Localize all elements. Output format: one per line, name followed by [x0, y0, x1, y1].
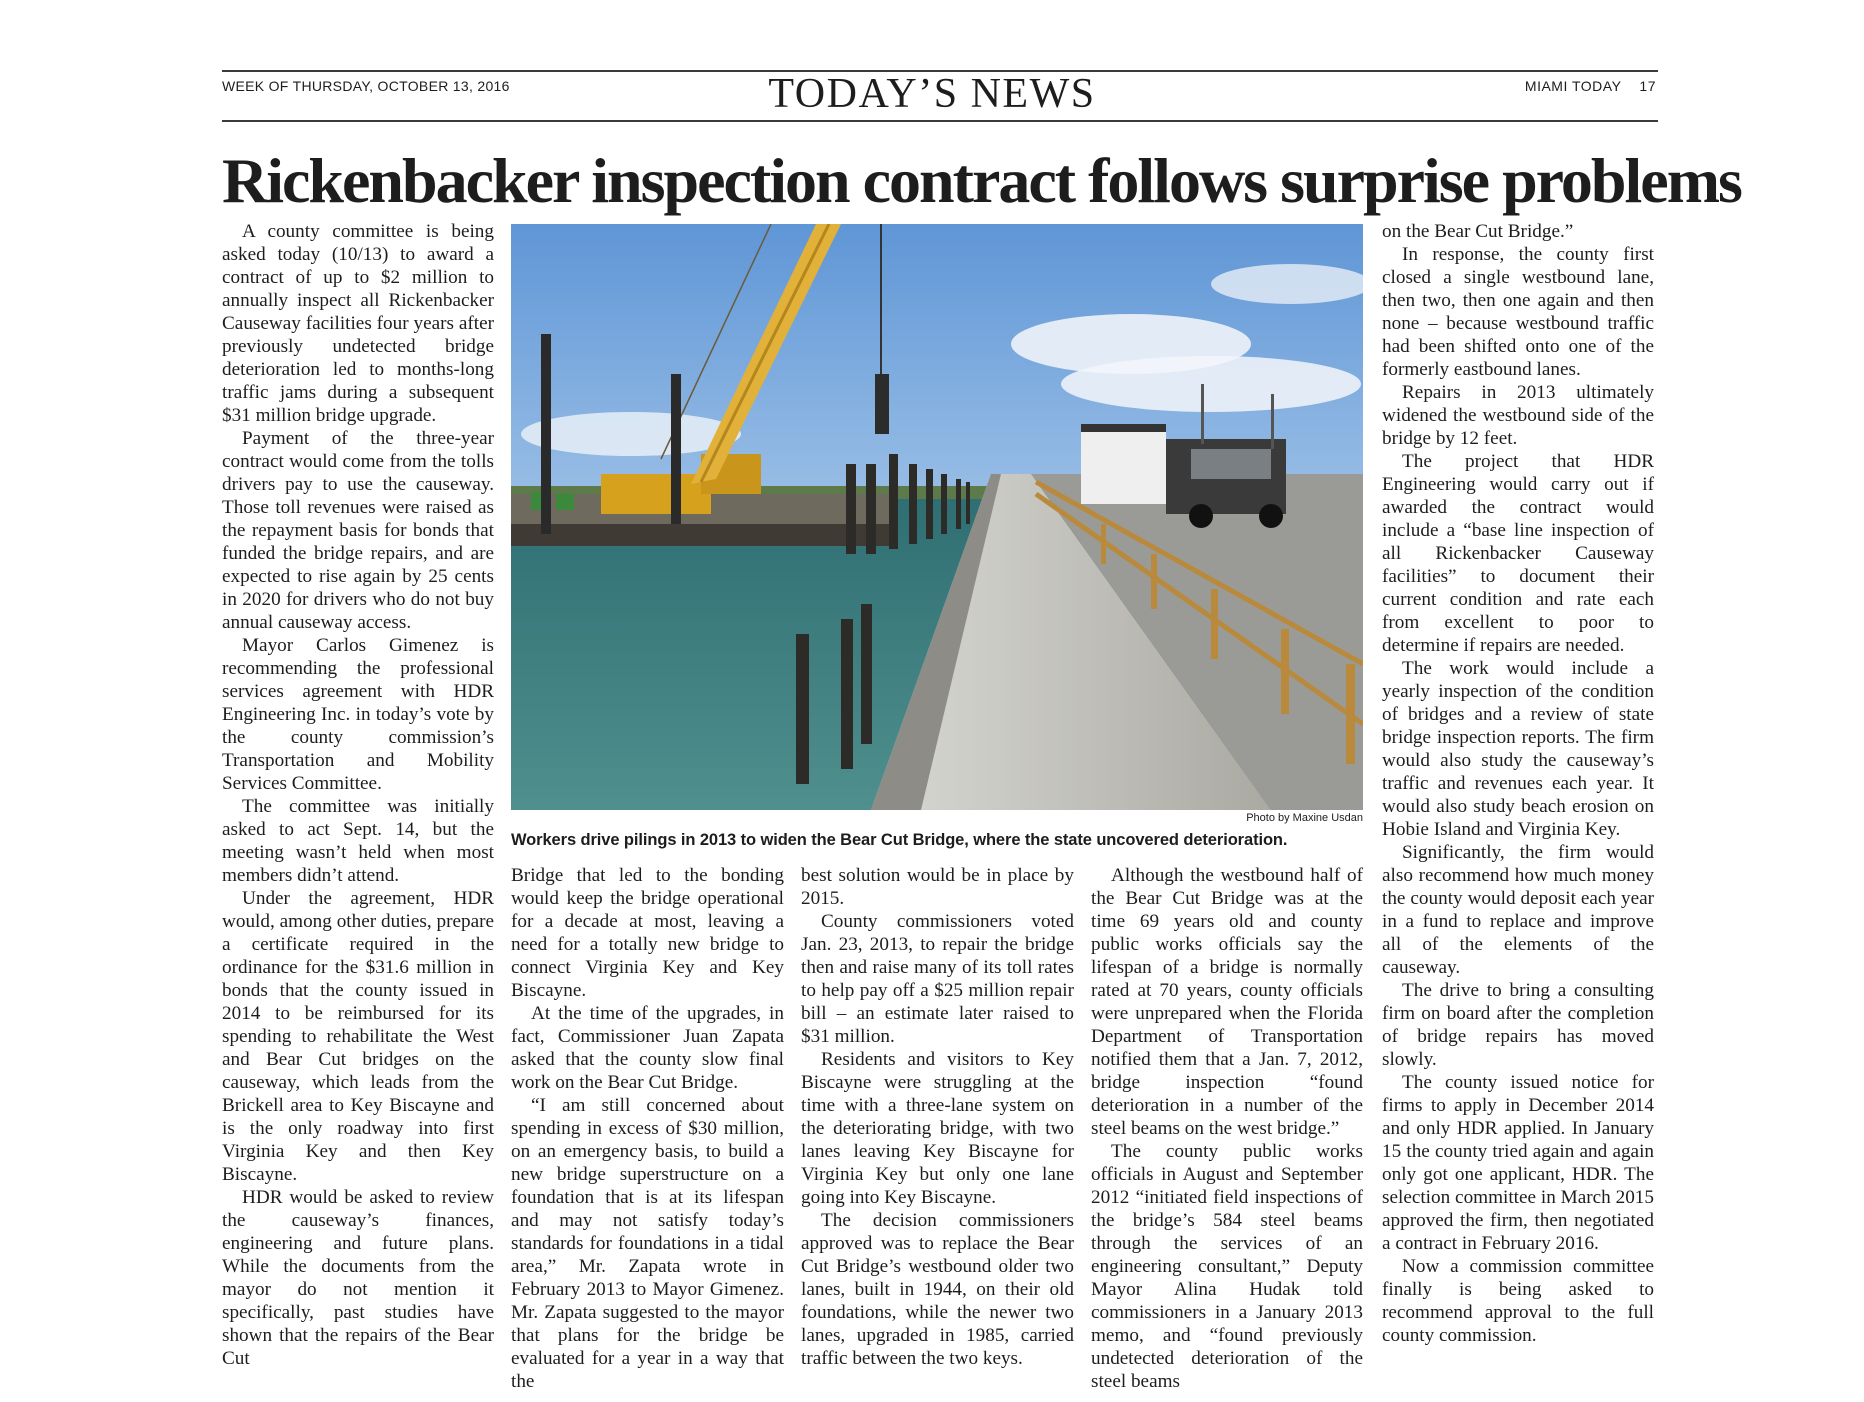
paragraph: A county committee is being asked today (10/13) to award a contract of up to $2 million to annually inspect all Rickenbacker Causeway facilities four years after previously undetected bridge deterioration led to months-long traffic jams during a subsequent $31 million bridge upgrade.: [222, 221, 494, 426]
article-column-4: [1091, 864, 1363, 1393]
paragraph: Residents and visitors to Key Biscayne were struggling at the time with a three-lane system on the deteriorating bridge, with two lanes leaving Key Biscayne for Virginia Key but only one lane going into Key Biscayne.: [801, 1049, 1074, 1208]
paragraph: The decision commissioners approved was to replace the Bear Cut Bridge’s westbound older two lanes, built in 1944, on their old foundations, while the newer two lanes, upgraded in 1985, carried traffic between the two keys.: [801, 1210, 1074, 1369]
paragraph: Repairs in 2013 ultimately widened the westbound side of the bridge by 12 feet.: [1382, 382, 1654, 449]
paragraph: “I am still concerned about spending in excess of $30 million, on an emergency basis, to build a new bridge superstructure on a foundation that is at its lifespan and may not satisfy today’s standards for foundations in a tidal area,” Mr. Zapata wrote in February 2013 to Mayor Gimenez. Mr. Zapata suggested to the mayor that plans for the bridge be evaluated for a year in a way that the: [511, 1095, 784, 1392]
paragraph: The drive to bring a consulting firm on board after the completion of bridge repairs has moved slowly.: [1382, 980, 1654, 1070]
paragraph: HDR would be asked to review the causeway’s finances, engineering and future plans. While the documents from the mayor do not mention it specifically, past studies have shown that the repairs of the Bear Cut: [222, 1187, 494, 1369]
paragraph: The committee was initially asked to act Sept. 14, but the meeting wasn’t held when most members didn’t attend.: [222, 796, 494, 886]
article-column-1: [222, 220, 494, 1370]
photo-caption: Workers drive pilings in 2013 to widen the Bear Cut Bridge, where the state uncovered deterioration.: [511, 831, 1288, 849]
article-headline: Rickenbacker inspection contract follows surprise problems: [222, 145, 1741, 216]
paragraph: In response, the county first closed a single westbound lane, then two, then one again and then none – because westbound traffic had been shifted onto one of the formerly eastbound lanes.: [1382, 244, 1654, 380]
header-bottom-rule: [222, 120, 1658, 122]
paragraph: on the Bear Cut Bridge.”: [1382, 221, 1574, 242]
article-column-3: [801, 864, 1074, 1370]
page-number: 17: [1639, 78, 1656, 94]
issue-date: WEEK OF THURSDAY, OCTOBER 13, 2016: [222, 78, 510, 94]
photo-credit: Photo by Maxine Usdan: [1246, 812, 1363, 824]
paragraph: Significantly, the firm would also recommend how much money the county would deposit each year in a fund to replace and improve all of the elements of the causeway.: [1382, 842, 1654, 978]
paragraph: The work would include a yearly inspection of the condition of bridges and a review of state bridge inspection reports. The firm would also study the causeway’s traffic and revenues each year. It would also study beach erosion on Hobie Island and Virginia Key.: [1382, 658, 1654, 840]
paragraph: The project that HDR Engineering would carry out if awarded the contract would include a “base line inspection of all Rickenbacker Causeway facilities” to document their current condition and rate each from excellent to poor to determine if repairs are needed.: [1382, 451, 1654, 656]
paragraph: Now a commission committee finally is being asked to recommend approval to the full county commission.: [1382, 1256, 1654, 1346]
publication-info: [1507, 78, 1656, 94]
paragraph: The county issued notice for firms to apply in December 2014 and only HDR applied. In January 15 the county tried again and again only got one applicant, HDR. The selection committee in March 2015 approved the firm, then negotiated a contract in February 2016.: [1382, 1072, 1654, 1254]
paragraph: Bridge that led to the bonding would keep the bridge operational for a decade at most, leaving a need for a totally new bridge to connect Virginia Key and Key Biscayne.: [511, 865, 784, 1001]
bridge-construction-photo: [511, 224, 1363, 810]
section-title: TODAY’S NEWS: [768, 71, 1096, 117]
publication-name: MIAMI TODAY: [1524, 78, 1622, 94]
paragraph: County commissioners voted Jan. 23, 2013, to repair the bridge then and raise many of its toll rates to help pay off a $25 million repair bill – an estimate later raised to $31 million.: [801, 911, 1074, 1047]
article-column-5: [1382, 220, 1654, 1347]
article-column-2: [511, 864, 784, 1393]
paragraph: Payment of the three-year contract would come from the tolls drivers pay to use the causeway. Those toll revenues were raised as the repayment basis for bonds that funded the bridge repairs, and are expected to rise again by 25 cents in 2020 for drivers who do not buy annual causeway access.: [222, 428, 494, 633]
paragraph: The county public works officials in August and September 2012 “initiated field inspections of the bridge’s 584 steel beams through the services of an engineering consultant,” Deputy Mayor Alina Hudak told commissioners in a January 2013 memo, and “found previously undetected deterioration of the steel beams: [1091, 1141, 1363, 1392]
paragraph: Under the agreement, HDR would, among other duties, prepare a certificate required in the ordinance for the $31.6 million in bonds that the county issued in 2014 to be reimbursed for its spending to rehabilitate the West and Bear Cut bridges on the causeway, which leads from the Brickell area to Key Biscayne and is the only roadway into first Virginia Key and then Key Biscayne.: [222, 888, 494, 1185]
paragraph: Mayor Carlos Gimenez is recommending the professional services agreement with HDR Engineering Inc. in today’s vote by the county commission’s Transportation and Mobility Services Committee.: [222, 635, 494, 794]
paragraph: best solution would be in place by 2015.: [801, 865, 1074, 909]
paragraph: Although the westbound half of the Bear Cut Bridge was at the time 69 years old and county public works officials say the lifespan of a bridge is normally rated at 70 years, county officials were unprepared when the Florida Department of Transportation notified them that a Jan. 7, 2012, bridge inspection “found deterioration in a number of the steel beams on the west bridge.”: [1091, 865, 1363, 1139]
paragraph: At the time of the upgrades, in fact, Commissioner Juan Zapata asked that the county slow final work on the Bear Cut Bridge.: [511, 1003, 784, 1093]
